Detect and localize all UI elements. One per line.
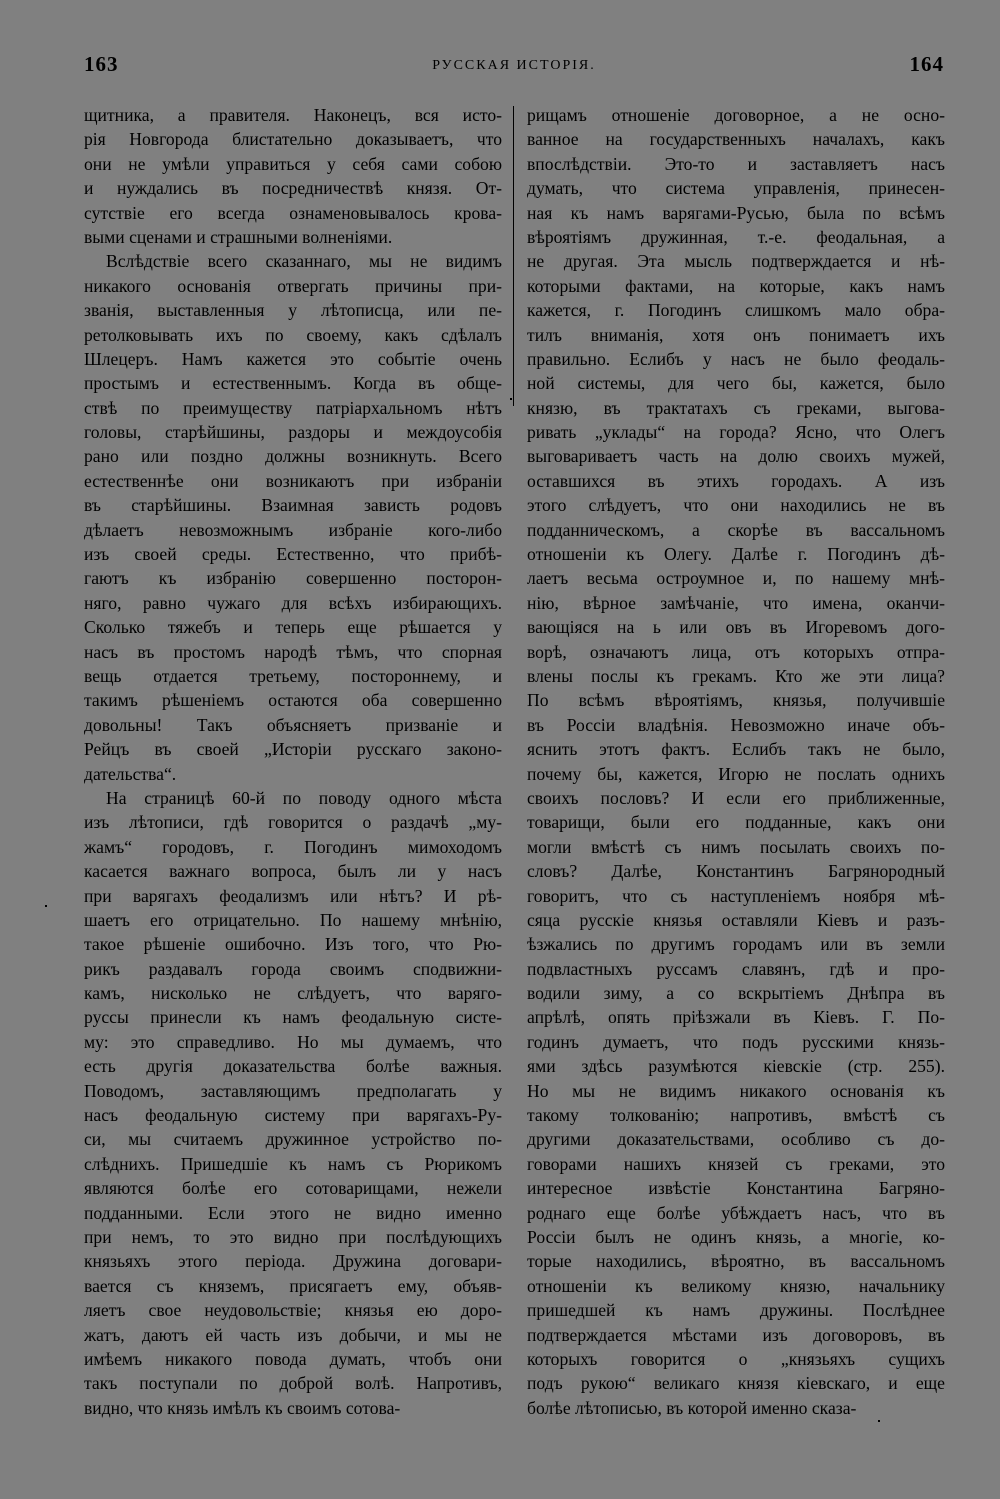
text-line: есть другія доказательства болѣе важныя. (84, 1056, 502, 1077)
text-line: Поводомъ, заставляющимъ предполагать у (84, 1080, 502, 1101)
right-text-column (527, 103, 945, 1420)
text-line: Рейцъ въ своей „Исторіи русскаго законо- (84, 739, 502, 760)
text-line: сутствіе его всегда ознаменовывалось крова- (84, 202, 502, 223)
text-line: правильно. Еслибъ у насъ не было феодаль- (527, 348, 945, 369)
text-line: ляетъ свое неудовольствіе; князья ею доро- (84, 1300, 502, 1321)
text-line: рищамъ отношеніе договорное, а не осно- (527, 105, 945, 125)
text-line: няго, равно чужаго для всѣхъ избирающихъ. (84, 592, 502, 613)
running-title: РУССКАЯ ИСТОРІЯ. (432, 58, 596, 73)
text-line: Шлецеръ. Намъ кажется это событіе очень (84, 348, 502, 369)
text-line: подъ рукою“ великаго князя кіевскаго, и еще (527, 1373, 945, 1394)
text-line: камъ, нисколько не слѣдуетъ, что варяго- (84, 983, 502, 1004)
text-line: подданными. Если этого не видно именно (84, 1202, 502, 1223)
text-line: рія Новгорода блистательно доказываетъ, что (84, 129, 502, 150)
text-line: На страницѣ 60-й по поводу одного мѣста (106, 787, 502, 808)
text-line: ванное на государственныхъ началахъ, какъ (527, 129, 945, 150)
text-line: товарищи, были его подданные, какъ они (527, 812, 945, 833)
text-line: они не умѣли управиться у себя сами собою (84, 153, 502, 174)
text-line: князю, въ трактатахъ съ греками, выгова- (527, 397, 945, 418)
text-line: слѣднихъ. Пришедшіе къ намъ съ Рюрикомъ (84, 1153, 502, 1174)
text-line: довольны! Такъ объясняетъ призваніе и (84, 714, 502, 735)
column-divider (513, 106, 514, 406)
speck (45, 905, 47, 907)
text-line: естественнѣе они возникаютъ при избраніи (84, 470, 502, 491)
text-line: апрѣлѣ, опять пріѣзжали въ Кіевъ. Г. По- (527, 1007, 945, 1028)
text-line: подвластныхъ руссамъ славянъ, гдѣ и про- (527, 958, 945, 979)
text-line: тилъ вниманія, хотя онъ понимаетъ ихъ (527, 324, 945, 345)
text-line: вающіяся на ь или овъ въ Игоревомъ дого- (527, 617, 945, 638)
speck (878, 1420, 880, 1422)
text-line: ривать „уклады“ на города? Ясно, что Олегъ (527, 422, 945, 443)
page-number-right: 164 (909, 52, 944, 76)
text-line: думать, что система управленія, принесен- (527, 178, 945, 199)
text-line: шаетъ его отрицательно. По нашему мнѣнію, (84, 909, 502, 930)
text-line: отношеніи къ великому князю, начальнику (527, 1275, 945, 1296)
text-line: насъ феодальную систему при варягахъ-Ру- (84, 1105, 502, 1126)
text-line: ной системы, для чего бы, кажется, было (527, 373, 945, 394)
text-line: видно, что князь имѣлъ къ своимъ сотова- (84, 1397, 401, 1418)
text-line: изъ лѣтописи, гдѣ говорится о раздачѣ „му- (84, 812, 502, 833)
text-line: оставшихся въ этихъ городахъ. А изъ (527, 470, 945, 491)
text-line: Россіи былъ не одинъ князь, а многіе, ко- (527, 1226, 945, 1247)
page-number-left: 163 (84, 52, 119, 76)
text-line: званія, выставленныя у лѣтописца, или пе- (84, 300, 502, 321)
text-line: жатъ, даютъ ей часть изъ добычи, и мы не (84, 1324, 502, 1345)
text-line: этого слѣдуетъ, что они находились не въ (527, 495, 945, 516)
text-line: ная къ намъ варягами-Русью, была по всѣмъ (527, 202, 945, 223)
text-line: князьяхъ этого періода. Дружина договари- (84, 1251, 502, 1272)
text-line: другими доказательствами, особливо съ до- (527, 1129, 945, 1150)
text-line: пришедшей къ намъ дружины. Послѣднее (527, 1300, 945, 1321)
text-line: отношеніи къ Олегу. Далѣе г. Погодинъ дѣ- (527, 544, 945, 565)
text-line: говоритъ, что съ наступленіемъ ноября мѣ- (527, 885, 945, 906)
text-line: своихъ пословъ? И если его приближенные, (527, 787, 945, 808)
text-line: выми сценами и страшными волненіями. (84, 226, 393, 247)
text-line: сяца русскіе князья оставляли Кіевъ и разъ- (527, 909, 945, 930)
text-line: му: это справедливо. Но мы думаемъ, что (84, 1031, 502, 1052)
text-line: касается важнаго вопроса, былъ ли у насъ (84, 861, 502, 882)
text-line: такимъ рѣшеніемъ остаются оба совершенно (84, 690, 502, 711)
text-line: дѣлаетъ невозможнымъ избраніе кого-либо (84, 519, 502, 540)
text-line: подтверждается мѣстами изъ договоровъ, въ (527, 1324, 945, 1345)
speck (510, 398, 512, 400)
text-line: рано или поздно должны возникнуть. Всего (84, 446, 502, 467)
text-line: подданническомъ, а скорѣе въ вассальномъ (527, 519, 945, 540)
text-line: годинъ думаетъ, что подъ русскими князь- (527, 1031, 945, 1052)
text-line: руссы принесли къ намъ феодальную систе- (84, 1007, 502, 1028)
text-line: щитника, а правителя. Наконецъ, вся исто- (84, 105, 502, 125)
text-line: выговариваетъ часть на долю своихъ мужей, (527, 446, 945, 467)
text-line: вается съ княземъ, присягаетъ ему, объяв- (84, 1275, 502, 1296)
text-line: насъ въ простомъ народѣ тѣмъ, что спорная (84, 641, 502, 662)
text-line: си, мы считаемъ дружинное устройство по- (84, 1129, 502, 1150)
text-line: Но мы не видимъ никакого основанія къ (527, 1080, 945, 1101)
text-line: никакого основанія отвергать причины при- (84, 275, 502, 296)
text-line: изъ своей среды. Естественно, что прибѣ- (84, 544, 502, 565)
text-line: головы, старѣйшины, раздоры и междоусобія (84, 422, 502, 443)
text-line: яснить этотъ фактъ. Еслибъ такъ не было, (527, 739, 945, 760)
text-line: ретолковывать ихъ по своему, какъ сдѣлалъ (84, 324, 502, 345)
text-line: при немъ, то это видно при послѣдующихъ (84, 1226, 502, 1247)
text-line: По всѣмъ вѣроятіямъ, князья, получившіе (527, 690, 945, 711)
text-line: при варягахъ феодализмъ или нѣтъ? И рѣ- (84, 885, 502, 906)
text-line: имѣемъ никакого повода думать, чтобъ они (84, 1348, 502, 1369)
text-line: Сколько тяжебъ и теперь еще рѣшается у (84, 617, 502, 638)
text-line: такъ поступали по доброй волѣ. Напротивъ, (84, 1373, 502, 1394)
text-line: роднаго еще болѣе убѣждаетъ насъ, что въ (527, 1202, 945, 1223)
text-line: рикъ раздавалъ города своимъ сподвижни- (84, 958, 502, 979)
text-line: не другая. Эта мысль подтверждается и нѣ- (527, 251, 945, 272)
text-line: говорами нашихъ князей съ греками, это (527, 1153, 945, 1174)
text-line: нію, вѣрное замѣчаніе, что имена, оканчи- (527, 592, 945, 613)
text-line: впослѣдствіи. Это-то и заставляетъ насъ (527, 153, 945, 174)
text-line: которыхъ говорится о „князьяхъ сущихъ (527, 1348, 945, 1369)
text-line: ями здѣсь разумѣются кіевскіе (стр. 255). (527, 1056, 945, 1077)
text-line: лаетъ весьма остроумное и, по нашему мнѣ- (527, 568, 945, 589)
text-line: въ старѣйшины. Взаимная зависть родовъ (84, 495, 502, 516)
text-line: словъ? Далѣе, Константинъ Багрянородный (527, 861, 945, 882)
text-line: жамъ“ городовъ, г. Погодинъ мимоходомъ (84, 836, 502, 857)
text-line: болѣе лѣтописью, въ которой именно сказа- (527, 1397, 857, 1418)
text-line: и нуждались въ посредничествѣ князя. От- (84, 178, 502, 199)
page-header (84, 52, 944, 82)
text-line: торые находились, вѣроятно, въ вассальномъ (527, 1251, 945, 1272)
text-line: такое рѣшеніе ошибочно. Изъ того, что Рю- (84, 934, 502, 955)
text-line: почему бы, кажется, Игорю не послать однихъ (527, 763, 945, 784)
text-line: вѣроятіямъ дружинная, т.-е. феодальная, а (527, 226, 945, 247)
text-line: которыми фактами, на которые, какъ намъ (527, 275, 945, 296)
text-line: вещь отдается третьему, постороннему, и (84, 665, 502, 686)
text-line: кажется, г. Погодинъ слишкомъ мало обра- (527, 300, 945, 321)
text-line: такому толкованію; напротивъ, вмѣстѣ съ (527, 1105, 945, 1126)
text-line: могли вмѣстѣ съ нимъ посылать своихъ по- (527, 836, 945, 857)
text-line: водили зиму, а со вскрытіемъ Днѣпра въ (527, 983, 945, 1004)
left-text-column (84, 103, 502, 1420)
text-line: дательства“. (84, 763, 177, 784)
text-line: гаютъ къ избранію совершенно посторон- (84, 568, 502, 589)
text-line: ворѣ, означаютъ лица, отъ которыхъ отпра- (527, 641, 945, 662)
text-line: простымъ и естественнымъ. Когда въ обще- (84, 373, 502, 394)
text-line: являются болѣе его сотоварищами, нежели (84, 1178, 502, 1199)
text-line: влены послы къ грекамъ. Кто же эти лица? (527, 665, 945, 686)
text-line: интересное извѣстіе Константина Багряно- (527, 1178, 945, 1199)
text-line: Вслѣдствіе всего сказаннаго, мы не видимъ (106, 251, 502, 272)
text-line: ствѣ по преимуществу патріархальномъ нѣтъ (84, 397, 502, 418)
text-line: въ Россіи владѣнія. Невозможно иначе объ- (527, 714, 945, 735)
text-line: ѣзжались по другимъ городамъ или въ земли (527, 934, 945, 955)
